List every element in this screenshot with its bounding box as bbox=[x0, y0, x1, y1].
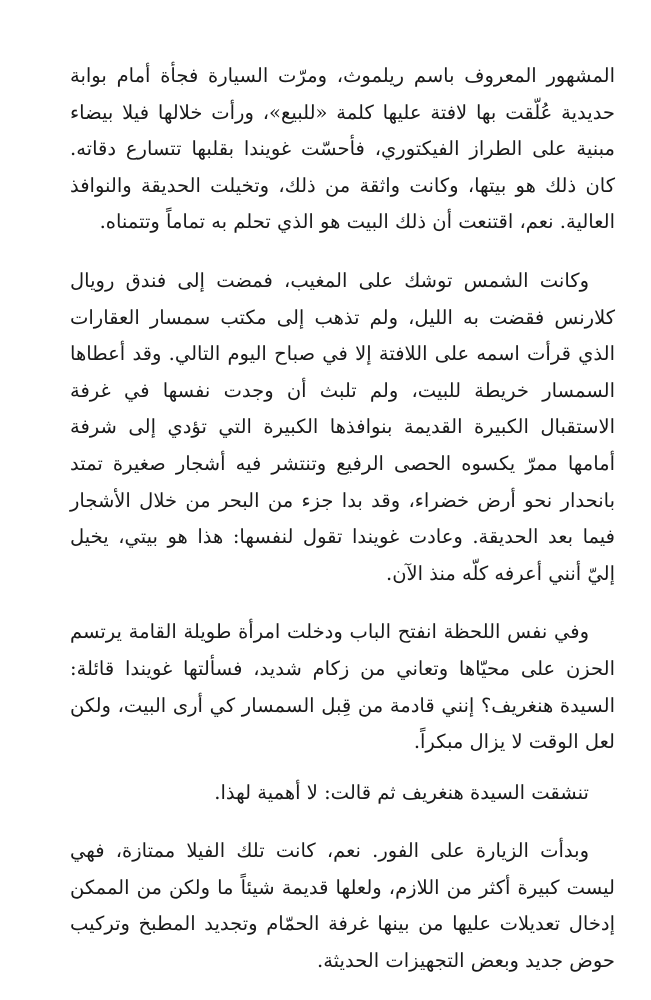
book-page bbox=[70, 58, 615, 980]
paragraph-2: وكانت الشمس توشك على المغيب، فمضت إلى فندق رويال كلارنس فقضت به الليل، ولم تذهب إلى مكتب سمسار العقارات الذي قرأت اسمه على اللافتة إلا في صباح اليوم التالي. وقد أعطاها السمسار خريطة للبيت، ولم تلبث أن وجدت نفسها في غرفة الاستقبال الكبيرة القديمة بنوافذها الكبيرة التي تؤدي إلى شرفة أمامها ممرّ يكسوه الحصى الرفيع وتنتشر فيه أشجار صغيرة تمتد بانحدار نحو أرض خضراء، وقد بدا جزء من البحر من خلال الأشجار فيما بعد الحديقة. وعادت غويندا تقول لنفسها: هذا هو بيتي، يخيل إليّ أنني أعرفه كلّه منذ الآن. bbox=[70, 268, 615, 585]
paragraph-4: تنشقت السيدة هنغريف ثم قالت: لا أهمية لهذا. bbox=[214, 780, 589, 804]
paragraph-3: وفي نفس اللحظة انفتح الباب ودخلت امرأة طويلة القامة يرتسم الحزن على محيّاها وتعاني من زكام شديد، فسألتها غويندا قائلة: السيدة هنغريف؟ إنني قادمة من قِبل السمسار كي أرى البيت، ولكن لعل الوقت لا يزال مبكراً. bbox=[70, 620, 615, 754]
paragraph-1: المشهور المعروف باسم ريلموث، ومرّت السيارة فجأة أمام بوابة حديدية عُلّقت بها لافتة عليها كلمة «للبيع»، ورأت خلالها فيلا بيضاء مبنية على الطراز الفيكتوري، فأحسّت غويندا بقلبها تتسارع دقاته. كان ذلك هو بيتها، وكانت واثقة من ذلك، وتخيلت الحديقة والنوافذ العالية. نعم، اقتنعت أن ذلك البيت هو الذي تحلم به تماماً وتتمناه. bbox=[70, 64, 615, 234]
paragraph-5: وبدأت الزيارة على الفور. نعم، كانت تلك الفيلا ممتازة، فهي ليست كبيرة أكثر من اللازم، ولعلها قديمة شيئاً ما ولكن من الممكن إدخال تعديلات عليها من بينها غرفة الحمّام وتجديد المطبخ وتركيب حوض جديد وبعض التجهيزات الحديثة. bbox=[70, 839, 615, 973]
